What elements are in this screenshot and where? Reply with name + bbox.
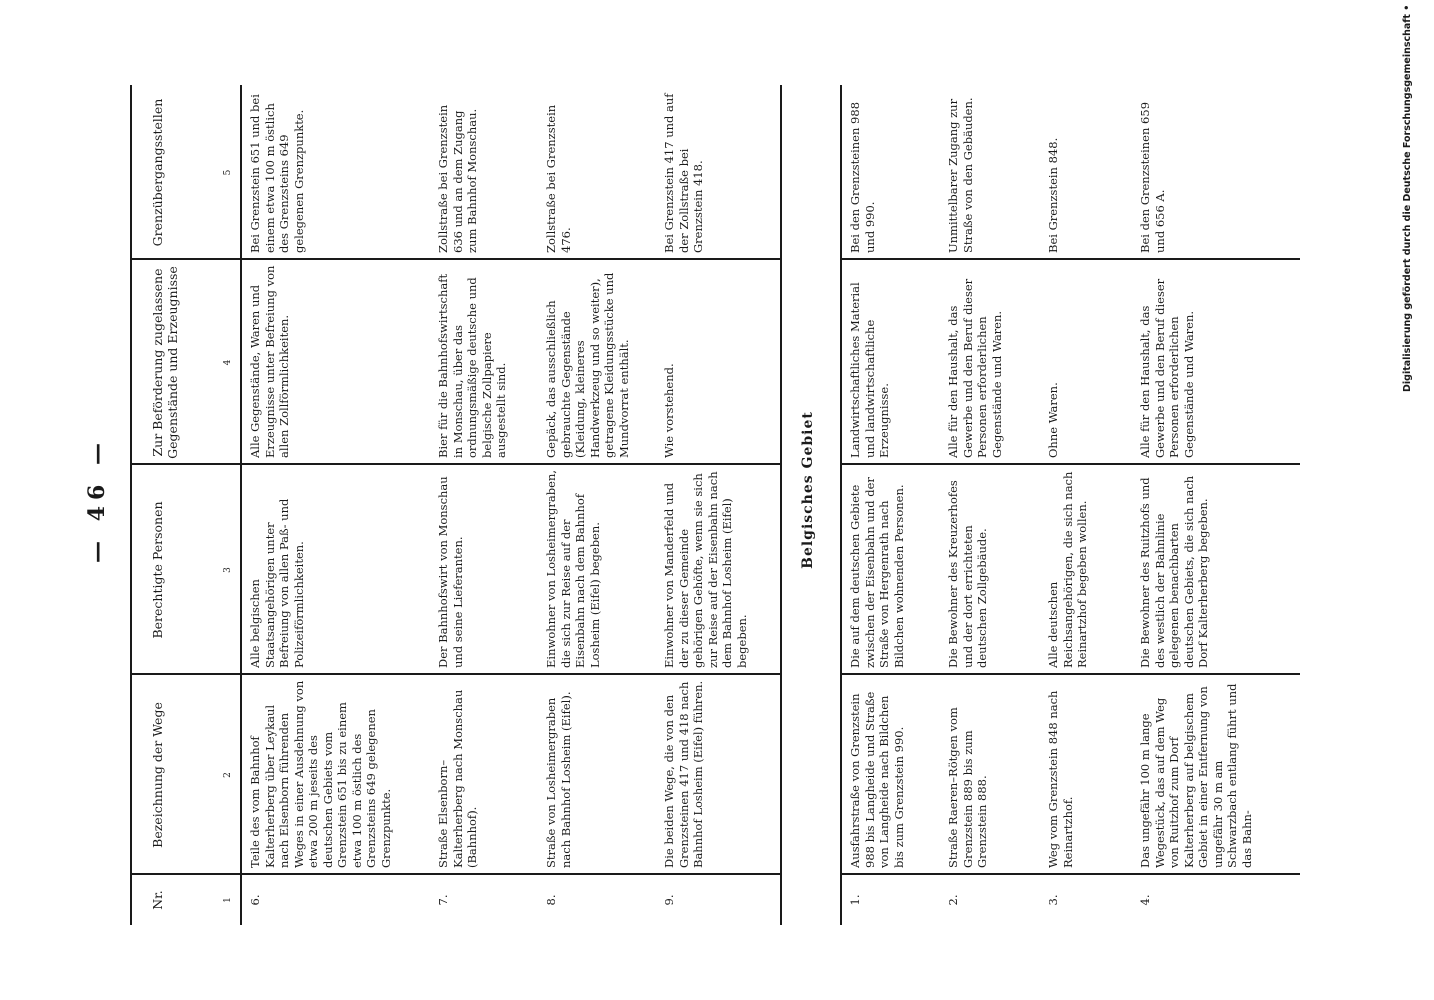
cell-wege: Die beiden Wege, die von den Grenzsteinen 417 und 418 nach Bahnhof Losheim (Eifel) führen. bbox=[662, 680, 705, 868]
header-nr bbox=[130, 875, 240, 925]
header-wege bbox=[130, 675, 240, 875]
cell-wege: Teile des vom Bahnhof Kalterherberg über Leykaul nach Elsenborn führenden Weges in einer Ausdehnung von etwa 200 m jeseits des deutschen Gebiets vom Grenzstein 651 bis zu einem etwa 100 m östlich des Grenzsteins 649 gelegenen Grenzpunkte. bbox=[248, 680, 393, 868]
header-grenz-title: Grenzübergangsstellen bbox=[150, 98, 165, 247]
cell-nr: 8. bbox=[544, 894, 558, 906]
cell-personen: Die Bewohner des Kreuzerhofes und der dort errichteten deutschen Zollgebäude. bbox=[946, 480, 989, 668]
table-top-rule bbox=[130, 85, 132, 925]
header-nr-title: Nr. bbox=[150, 890, 165, 910]
header-personen-num: 3 bbox=[223, 567, 233, 573]
cell-nr: 1. bbox=[848, 894, 862, 906]
cell-personen: Die Bewohner des Ruitzhofs und des westlich der Bahnlinie gelegenen benachbarten deutschen Gebiets, die sich nach Dorf Kalterherberg begeben. bbox=[1138, 475, 1210, 668]
cell-grenz: Zollstraße bei Grenzstein 636 und an dem Zugang zum Bahnhof Monschau. bbox=[436, 104, 479, 253]
table-row bbox=[946, 85, 1038, 925]
table-row bbox=[436, 85, 536, 925]
cell-grenz: Bei den Grenzsteinen 988 und 990. bbox=[848, 101, 877, 253]
header-gegenstaende-title: Zur Beförderung zugelassene Gegenstände und Erzeugnisse bbox=[150, 266, 180, 459]
cell-gegenstaende: Alle Gegenstände, Waren und Erzeugnisse unter Befreiung von allen Zollförmlichkeiten. bbox=[248, 265, 291, 458]
header-bottom-rule bbox=[240, 85, 242, 925]
cell-wege: Das ungefähr 100 m lange Wegestück, das auf dem Weg von Ruitzhof zum Dorf Kalterherberg auf belgischem Gebiet in einer Entfernung von ungefähr 30 m am Schwarzbach entlang führt und das Bahn- bbox=[1138, 683, 1254, 868]
cell-wege: Straße Raeren–Rötgen vom Grenzstein 889 bis zum Grenzstein 888. bbox=[946, 707, 989, 868]
lower-table-top-rule bbox=[840, 85, 842, 925]
table-row bbox=[662, 85, 774, 925]
table-row bbox=[1138, 85, 1298, 925]
cell-grenz: Bei Grenzstein 417 und auf der Zollstraße bei Grenzstein 418. bbox=[662, 93, 705, 253]
cell-grenz: Zollstraße bei Grenzstein 476. bbox=[544, 104, 573, 253]
header-grenz-num: 5 bbox=[223, 169, 233, 176]
table-row bbox=[1046, 85, 1130, 925]
cell-gegenstaende: Bier für die Bahnhofswirtschaft in Monschau, über das ordnungsmäßige deutsche und belgische Zollpapiere ausgestellt sind. bbox=[436, 273, 508, 458]
table-row bbox=[544, 85, 654, 925]
cell-nr: 3. bbox=[1046, 894, 1060, 906]
section-title: Belgisches Gebiet bbox=[800, 411, 816, 569]
cell-gegenstaende: Landwirtschaftliches Material und landwirtschaftliche Erzeugnisse. bbox=[848, 282, 891, 458]
cell-grenz: Bei Grenzstein 848. bbox=[1046, 137, 1060, 253]
cell-gegenstaende: Alle für den Haushalt, das Gewerbe und den Beruf dieser Personen erforderlichen Gegenstände und Waren. bbox=[1138, 278, 1196, 458]
header-gegenstaende bbox=[130, 260, 240, 465]
upper-table-bottom-rule bbox=[780, 85, 782, 925]
cell-gegenstaende: Ohne Waren. bbox=[1046, 382, 1060, 458]
table-row bbox=[248, 85, 428, 925]
cell-wege: Straße Elsenborn–Kalterherberg nach Monschau (Bahnhof). bbox=[436, 689, 479, 868]
cell-grenz: Bei den Grenzsteinen 659 und 656 A. bbox=[1138, 101, 1167, 253]
cell-gegenstaende: Wie vorstehend. bbox=[662, 363, 676, 458]
cell-wege: Straße von Losheimergraben nach Bahnhof Losheim (Eifel). bbox=[544, 691, 573, 868]
cell-wege: Weg vom Grenzstein 848 nach Reinartzhof. bbox=[1046, 690, 1075, 868]
cell-personen: Alle deutschen Reichsangehörigen, die sich nach Reinartzhof begeben wollen. bbox=[1046, 471, 1089, 668]
digitization-note bbox=[1402, 0, 1413, 1000]
cell-personen: Einwohner von Losheimergraben, die sich zur Reise auf der Eisenbahn nach dem Bahnhof Losheim (Eifel) begeben. bbox=[544, 470, 602, 668]
header-personen bbox=[130, 465, 240, 675]
cell-personen: Alle belgischen Staatsangehörigen unter Befreiung von allen Paß- und Polizeiförmlichkeiten. bbox=[248, 498, 306, 668]
cell-nr: 9. bbox=[662, 894, 676, 906]
header-gegenstaende-num: 4 bbox=[223, 359, 233, 366]
header-wege-num: 2 bbox=[223, 772, 233, 778]
header-wege-title: Bezeichnung der Wege bbox=[150, 702, 165, 848]
digitization-note-text: Digitalisierung gefördert durch die Deutsche Forschungsgemeinschaft • bbox=[1402, 4, 1413, 392]
cell-grenz: Bei Grenzstein 651 und bei einem etwa 100 m östlich des Grenzsteins 649 gelegenen Grenzpunkte. bbox=[248, 94, 306, 253]
header-grenz bbox=[130, 85, 240, 260]
cell-nr: 4. bbox=[1138, 894, 1152, 906]
cell-gegenstaende: Gepäck, das ausschließlich gebrauchte Gegenstände (Kleidung, kleineres Handwerkzeug und so weiter), getragene Kleidungsstücke und Mundvorrat enthält. bbox=[544, 272, 631, 458]
header-nr-num: 1 bbox=[223, 897, 233, 903]
cell-nr: 2. bbox=[946, 894, 960, 906]
cell-nr: 6. bbox=[248, 894, 262, 906]
cell-personen: Die auf dem deutschen Gebiete zwischen der Eisenbahn und der Straße von Hergenrath nach Bildchen wohnenden Personen. bbox=[848, 477, 906, 668]
table-row bbox=[848, 85, 938, 925]
cell-grenz: Unmittelbarer Zugang zur Straße von den Gebäuden. bbox=[946, 97, 975, 253]
page-number: — 46 — bbox=[84, 437, 110, 563]
header-personen-title: Berechtigte Personen bbox=[150, 501, 165, 639]
cell-wege: Ausfahrstraße von Grenzstein 988 bis Langheide und Straße von Langheide nach Bildchen bis zum Grenzstein 990. bbox=[848, 691, 906, 868]
cell-gegenstaende: Alle für den Haushalt, das Gewerbe und den Beruf dieser Personen erforderlichen Gegenstände und Waren. bbox=[946, 278, 1004, 458]
cell-nr: 7. bbox=[436, 894, 450, 906]
cell-personen: Der Bahnhofswirt von Monschau und seine Lieferanten. bbox=[436, 476, 465, 668]
cell-personen: Einwohner von Manderfeld und der zu dieser Gemeinde gehörigen Gehöfte, wenn sie sich zur Reise auf der Eisenbahn nach dem Bahnhof Losheim (Eifel) begeben. bbox=[662, 471, 749, 668]
